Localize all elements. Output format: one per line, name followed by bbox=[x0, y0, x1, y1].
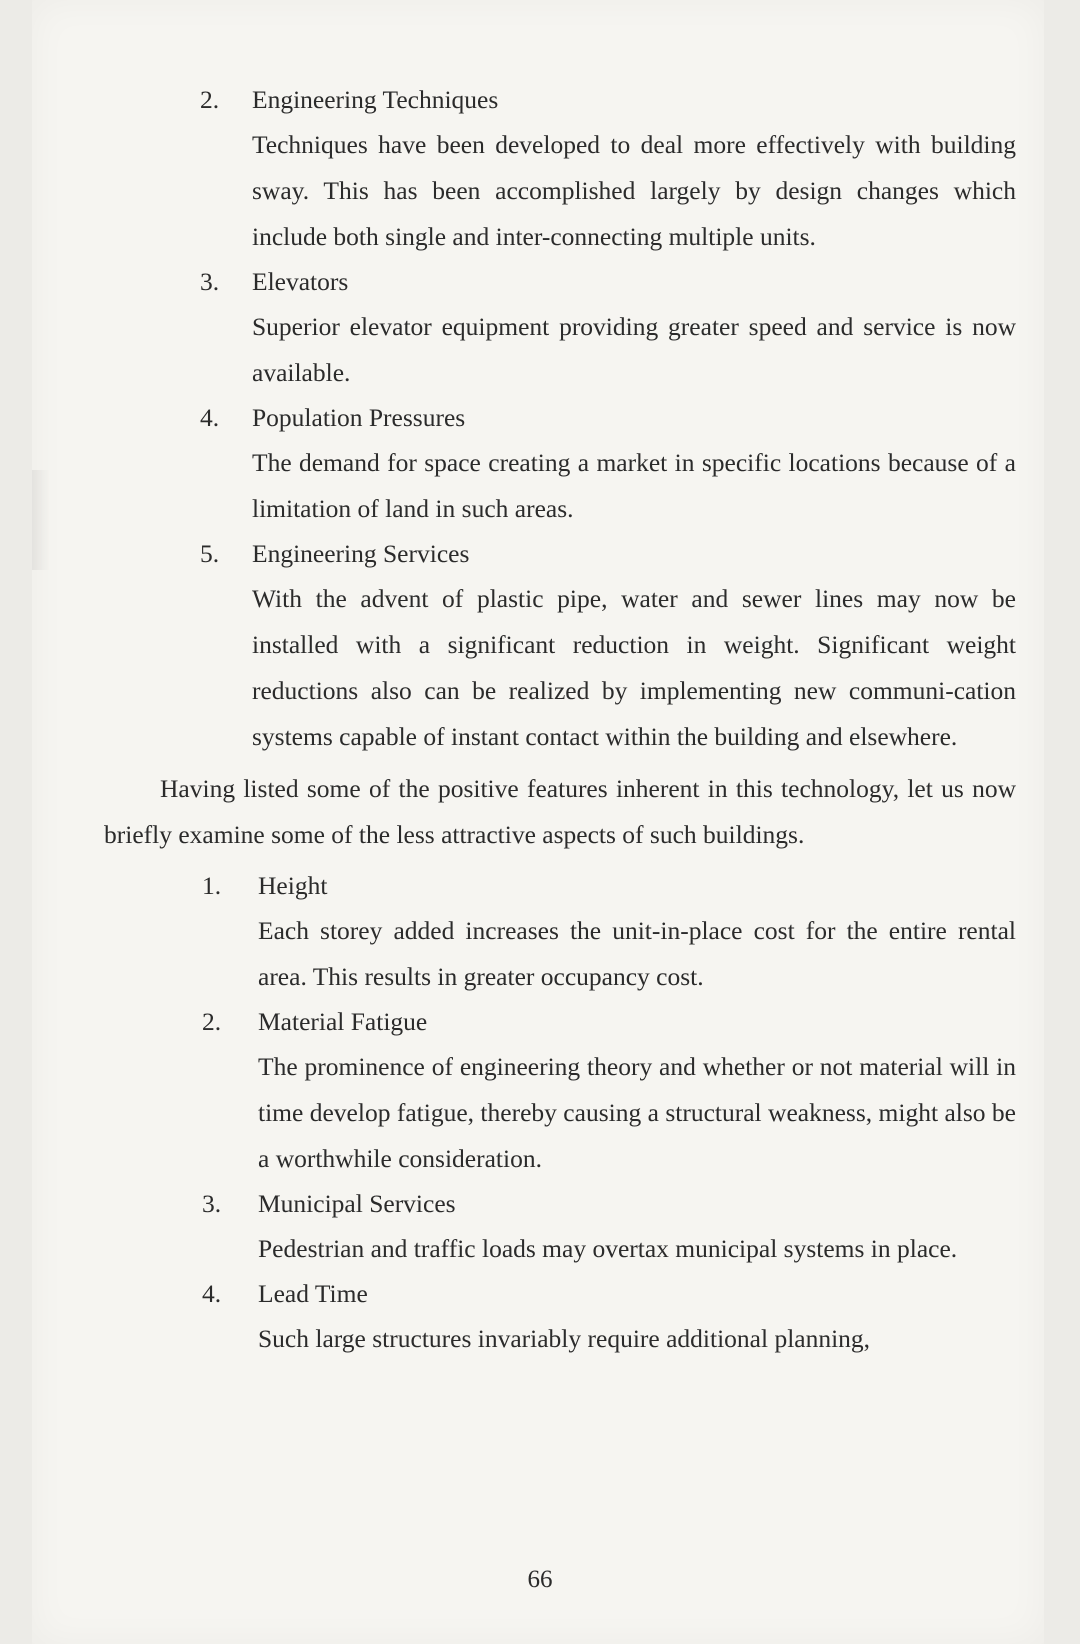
list-item bbox=[104, 1000, 1016, 1182]
item-body: The demand for space creating a market in specific locations because of a limitation of land in such areas. bbox=[252, 448, 1016, 523]
page-edge-shadow bbox=[32, 470, 50, 570]
item-body: Techniques have been developed to deal more effectively with building sway. This has been accomplished largely by design changes which include both single and inter-connecting multiple units. bbox=[252, 130, 1016, 251]
item-title: Engineering Techniques bbox=[252, 85, 499, 114]
item-body: Each storey added increases the unit-in-place cost for the entire rental area. This results in greater occupancy cost. bbox=[258, 916, 1016, 991]
item-title: Height bbox=[258, 871, 328, 900]
list-item bbox=[104, 1182, 1016, 1272]
list-item bbox=[104, 260, 1016, 396]
list-item bbox=[104, 396, 1016, 532]
item-body: Such large structures invariably require additional planning, bbox=[258, 1324, 871, 1353]
item-body: The prominence of engineering theory and whether or not material will in time develop fatigue, thereby causing a structural weakness, might also be a worthwhile consideration. bbox=[258, 1052, 1016, 1173]
list-item bbox=[104, 1272, 1016, 1362]
item-title: Municipal Services bbox=[258, 1189, 456, 1218]
item-body: Superior elevator equipment providing greater speed and service is now available. bbox=[252, 312, 1016, 387]
item-title: Material Fatigue bbox=[258, 1007, 428, 1036]
item-title: Lead Time bbox=[258, 1279, 368, 1308]
item-title: Population Pressures bbox=[252, 403, 466, 432]
item-number: 1. bbox=[202, 871, 222, 900]
transition-paragraph: Having listed some of the positive features inherent in this technology, let us now briefly examine some of the less attractive aspects of such buildings. bbox=[104, 774, 1016, 849]
page-number: 66 bbox=[527, 1566, 553, 1593]
item-number: 2. bbox=[200, 85, 220, 114]
item-title: Elevators bbox=[252, 267, 349, 296]
item-number: 2. bbox=[202, 1007, 222, 1036]
list-item bbox=[104, 864, 1016, 1000]
item-number: 4. bbox=[202, 1279, 222, 1308]
item-number: 3. bbox=[202, 1189, 222, 1218]
page-content bbox=[104, 78, 1016, 1362]
item-number: 4. bbox=[200, 403, 220, 432]
item-body: Pedestrian and traffic loads may overtax municipal systems in place. bbox=[258, 1234, 958, 1263]
item-number: 5. bbox=[200, 539, 220, 568]
list-item bbox=[104, 78, 1016, 260]
disadvantages-list bbox=[104, 864, 1016, 1362]
list-item bbox=[104, 532, 1016, 760]
item-body: With the advent of plastic pipe, water and sewer lines may now be installed with a significant reduction in weight. Significant weight reductions also can be realized by implementing new communi-cation systems capable of instant contact within the building and elsewhere. bbox=[252, 584, 1016, 751]
item-number: 3. bbox=[200, 267, 220, 296]
advantages-list bbox=[104, 78, 1016, 760]
item-title: Engineering Services bbox=[252, 539, 470, 568]
